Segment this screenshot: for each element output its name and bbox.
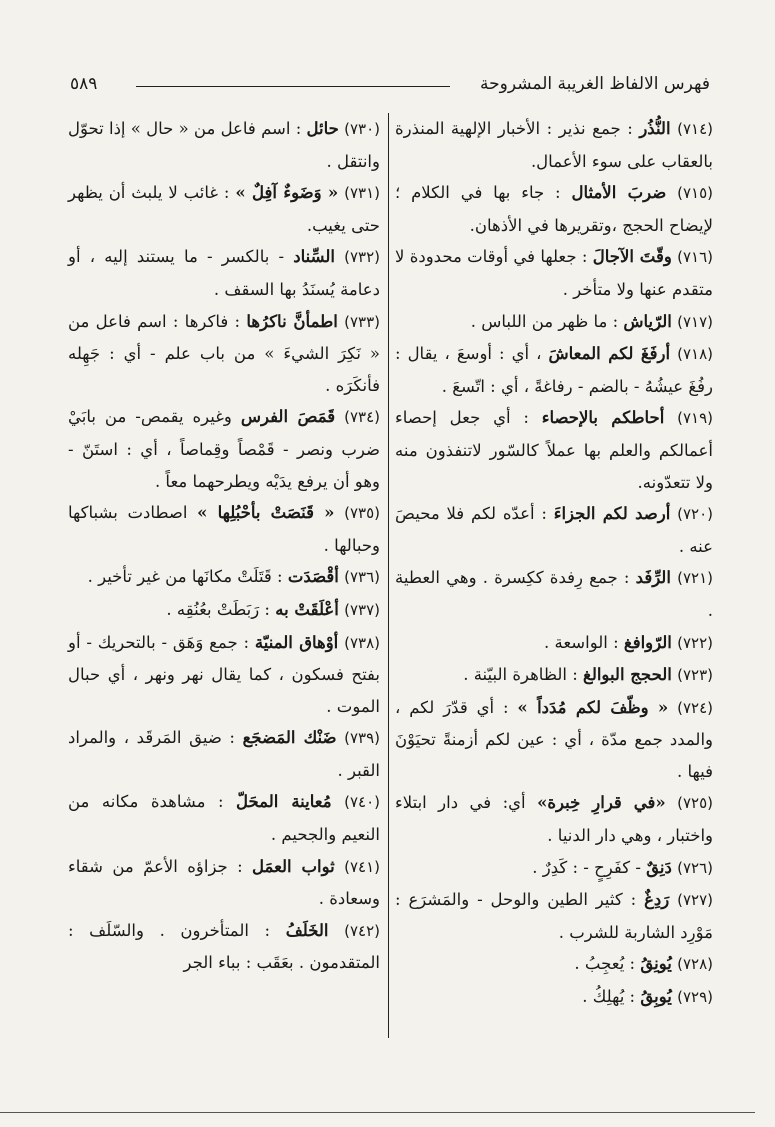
glossary-entry bbox=[68, 627, 380, 723]
entry-definition: اصطادت بشباكها وحبالها . bbox=[68, 503, 380, 555]
glossary-entry bbox=[395, 562, 713, 626]
column-divider bbox=[388, 113, 389, 1038]
page-number: ٥٨٩ bbox=[70, 74, 98, 94]
entry-definition: أي: في دار ابتلاء واختبار ، وهي دار الدنيا . bbox=[395, 793, 713, 846]
entry-definition: : أي قدّرَ لكم ، والمدد جمع مدّة ، أي : عين لكم أزمنةً تحيَوْنَ فيها . bbox=[395, 697, 713, 781]
entry-term: الرّياش bbox=[623, 311, 672, 331]
entry-term: « وَضَوءٌ آفِلٌ » bbox=[235, 183, 339, 203]
entry-definition: : المتأخرون . والسّلَف : المتقدمون . بعَقَب : بباء الجر bbox=[68, 920, 380, 973]
page-header bbox=[70, 74, 710, 100]
entry-number: (٧٤٠) bbox=[344, 793, 380, 812]
glossary-entry bbox=[68, 561, 380, 594]
entry-number: (٧٣٠) bbox=[344, 120, 380, 138]
entry-number: (٧١٧) bbox=[677, 312, 713, 331]
entry-term: يُوبِقُ bbox=[640, 987, 672, 1007]
entry-number: (٧١٦) bbox=[677, 248, 713, 267]
entry-number: (٧٣١) bbox=[344, 184, 380, 203]
entry-term: أعْلَقَتْ به bbox=[275, 599, 339, 619]
entry-number: (٧١٤) bbox=[677, 120, 713, 138]
entry-definition: : يُعجِبُ . bbox=[574, 954, 636, 974]
entry-term: أرفَغَ لكم المعاشَ bbox=[548, 344, 671, 364]
entry-number: (٧٣٧) bbox=[344, 600, 380, 619]
entry-definition: - كفَرِحٍ - : كَدِرٌ . bbox=[532, 857, 641, 877]
glossary-entry bbox=[395, 498, 713, 562]
entry-number: (٧٢٨) bbox=[677, 955, 713, 974]
entry-term: حائل bbox=[306, 119, 339, 138]
glossary-entry bbox=[395, 177, 713, 241]
entry-definition: - بالكسر - ما يستند إليه ، أو دعامة يُسنَدُ بها السقف . bbox=[68, 247, 380, 299]
entry-term: أرصد لكم الجزاءَ bbox=[553, 504, 671, 524]
glossary-entry bbox=[68, 786, 380, 850]
glossary-entry bbox=[395, 852, 713, 885]
glossary-entry bbox=[395, 241, 713, 305]
glossary-entry bbox=[395, 884, 713, 948]
entry-term: الرِّفَد bbox=[635, 568, 671, 588]
glossary-entry bbox=[68, 722, 380, 786]
entry-definition: : رَبَطَتْ بعُنُقِه . bbox=[166, 599, 270, 619]
entry-number: (٧٣٦) bbox=[344, 568, 380, 587]
left-column bbox=[68, 113, 380, 979]
entry-definition: : كثير الطين والوحل - والمَشرَع : مَوْرِد الشاربة للشرب . bbox=[395, 890, 713, 942]
entry-number: (٧٣٥) bbox=[344, 504, 381, 523]
entry-number: (٧٣٢) bbox=[344, 248, 381, 267]
glossary-entry bbox=[395, 948, 713, 981]
entry-term: السِّناد bbox=[293, 247, 335, 267]
entry-term: أقْصَدَت bbox=[287, 567, 339, 587]
entry-number: (٧٢٧) bbox=[677, 891, 714, 910]
entry-term: ضَنْك المَضجَع bbox=[242, 728, 337, 748]
entry-term: رَدِغٌ bbox=[644, 890, 670, 910]
entry-definition: ، أي : أوسعَ ، يقال : رفُغَ عيشُهُ - بالضم - رفاغةً ، أي : اتّسعَ . bbox=[395, 344, 713, 396]
entry-term: أحاطكم بالإحصاء bbox=[541, 408, 665, 428]
glossary-entry bbox=[68, 306, 380, 402]
entry-number: (٧١٥) bbox=[677, 184, 713, 203]
entry-term: الحجج البوالغ bbox=[583, 665, 672, 685]
entry-definition: : ضيق المَرقَد ، والمراد القبر . bbox=[68, 728, 380, 780]
entry-number: (٧٤١) bbox=[344, 857, 380, 876]
entry-number: (٧١٨) bbox=[677, 345, 713, 364]
entry-number: (٧٣٨) bbox=[344, 633, 381, 652]
glossary-entry bbox=[395, 627, 713, 660]
entry-number: (٧٢٠) bbox=[677, 505, 713, 524]
entry-term: مُعاينة المحَلّ bbox=[236, 792, 332, 812]
entry-definition: : مشاهدة مكانه من النعيم والجحيم . bbox=[68, 792, 380, 845]
entry-number: (٧٣٣) bbox=[344, 312, 380, 331]
glossary-entry bbox=[395, 787, 713, 851]
entry-definition: : أي جعل إحصاء أعمالكم والعلم بها عملاً كالسّور لاتنفذون منه ولا تتعدّونه. bbox=[395, 408, 713, 492]
entry-term: ثواب العمَل bbox=[252, 856, 335, 876]
glossary-entry bbox=[68, 177, 380, 241]
entry-term: النُّذُر bbox=[639, 119, 671, 138]
entry-definition: : فاكرها : اسم فاعل من « نَكِرَ الشيءَ » من باب علم - أي : جَهِله فأنكَرَه . bbox=[68, 311, 380, 395]
glossary-entry bbox=[395, 692, 713, 788]
glossary-entry bbox=[68, 241, 380, 305]
entry-number: (٧٢٥) bbox=[677, 794, 714, 813]
entry-definition: : ما ظهر من اللباس . bbox=[470, 311, 619, 331]
glossary-entry bbox=[68, 401, 380, 497]
glossary-entry bbox=[395, 402, 713, 498]
glossary-entry bbox=[395, 113, 713, 177]
entry-definition: : قَتَلَتْ مكانَها من غير تأخير . bbox=[87, 567, 283, 587]
entry-term: دَنِقٌ bbox=[646, 857, 672, 877]
entry-term: الرّوافغ bbox=[623, 632, 672, 652]
entry-number: (٧٣٩) bbox=[344, 729, 380, 748]
entry-number: (٧٢٩) bbox=[677, 988, 713, 1007]
glossary-entry bbox=[395, 981, 713, 1014]
entry-definition: : جاء بها في الكلام ؛ لإيضاح الحجج ،وتقريرها في الأذهان. bbox=[395, 183, 713, 235]
entry-definition: : جمع نذير : الأخبار الإلهية المنذرة بالعقاب على سوء الأعمال. bbox=[395, 119, 713, 171]
entry-term: قَمَصَ الفرس bbox=[240, 407, 336, 427]
entry-number: (٧٤٢) bbox=[344, 921, 380, 940]
entry-term: ضربَ الأمثال bbox=[571, 183, 667, 203]
entry-definition: : جمع وَهَق - بالتحريك - أو بفتح فسكون ، كما يقال نهر ونهر ، أي حبال الموت . bbox=[68, 632, 380, 716]
right-column bbox=[395, 113, 713, 1014]
entry-term: « وظّفَ لكم مُدَداً » bbox=[517, 697, 669, 717]
entry-number: (٧٣٤) bbox=[344, 408, 380, 427]
glossary-entry bbox=[395, 659, 713, 692]
entry-number: (٧٢٢) bbox=[677, 633, 713, 652]
entry-definition: : الواسعة . bbox=[544, 632, 619, 652]
glossary-entry bbox=[68, 851, 380, 915]
glossary-entry bbox=[68, 594, 380, 627]
glossary-entry bbox=[68, 113, 380, 177]
entry-term: يُونِقُ bbox=[640, 954, 672, 974]
entry-definition: : جمع رِفدة ككِسرة . وهي العطية . bbox=[395, 568, 713, 620]
entry-definition: : غائب لا يلبث أن يظهر حتى يغيب. bbox=[68, 183, 380, 235]
glossary-entry bbox=[68, 497, 380, 561]
header-rule bbox=[136, 86, 450, 87]
entry-term: الخَلَفُ bbox=[285, 920, 329, 940]
entry-number: (٧١٩) bbox=[677, 409, 714, 428]
glossary-entry bbox=[68, 915, 380, 979]
entry-definition: : الظاهرة البيّنة . bbox=[463, 665, 578, 685]
entry-term: أوْهاق المنيّة bbox=[254, 632, 339, 652]
entry-definition: : اسم فاعل من « حال » إذا تحوّل وانتقل . bbox=[68, 119, 380, 171]
entry-term: « قَنَصَتْ بأحْبُلِها » bbox=[197, 503, 335, 523]
entry-term: وقّتَ الآجالَ bbox=[592, 247, 672, 267]
entry-number: (٧٢٤) bbox=[677, 698, 713, 717]
entry-number: (٧٢٦) bbox=[677, 858, 713, 877]
entry-term: اطمأنَّ ناكرُها bbox=[246, 311, 338, 331]
glossary-entry bbox=[395, 306, 713, 339]
entry-number: (٧٢١) bbox=[677, 569, 714, 588]
entry-definition: : جعلها في أوقات محدودة لا متقدم عنها ولا متأخر . bbox=[395, 247, 713, 299]
entry-definition: وغيره يقمص- من بابَيْ ضرب ونصر - قَمْصاً وقِماصاً ، أي : استَنّ - وهو أن يرفع يدَيْه ويطرحهما معاً . bbox=[68, 407, 380, 491]
entry-number: (٧٢٣) bbox=[677, 666, 713, 685]
entry-term: «في قرارِ خِبرة» bbox=[537, 793, 666, 813]
header-title: فهرس الالفاظ الغريبة المشروحة bbox=[480, 74, 710, 94]
footer-rule bbox=[0, 1112, 755, 1113]
entry-definition: : يُهلِكُ . bbox=[582, 987, 636, 1007]
entry-definition: : جزاؤه الأعمّ من شقاء وسعادة . bbox=[68, 856, 380, 909]
glossary-entry bbox=[395, 338, 713, 402]
entry-definition: : أعدّه لكم فلا محيصَ عنه . bbox=[395, 504, 713, 556]
